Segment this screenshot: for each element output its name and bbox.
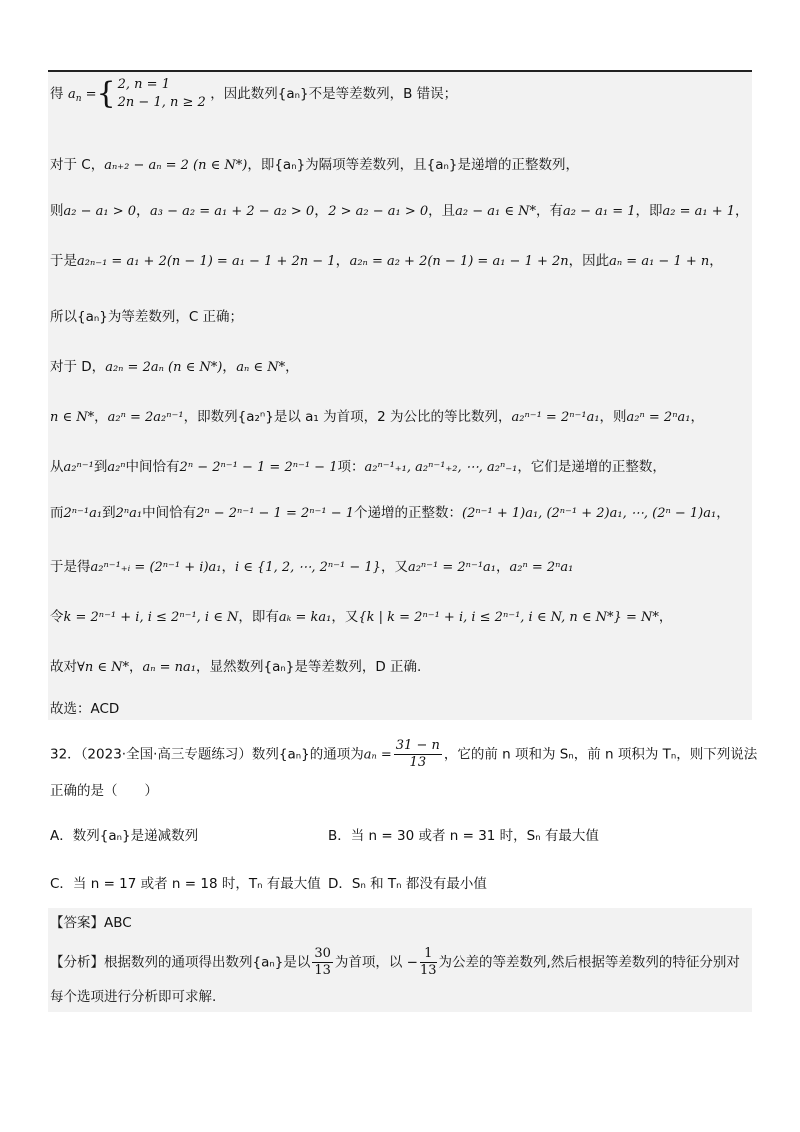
- option-b: B．当 n = 30 或者 n = 31 时，Sₙ 有最大值: [328, 828, 599, 844]
- solution-line-d5: 于是得a₂ⁿ⁻¹₊ᵢ = (2ⁿ⁻¹ + i)a₁，i ∈ {1, 2, ⋯, 2ⁿ⁻¹ − 1}，又a₂ⁿ⁻¹ = 2ⁿ⁻¹a₁，a₂ⁿ = 2ⁿa₁: [50, 559, 574, 575]
- solution-line-d7: 故对∀n ∈ N*，aₙ = na₁，显然数列{aₙ}是等差数列，D 正确.: [50, 659, 422, 675]
- fraction: $\frac{30}{13}$: [314, 946, 331, 978]
- analysis-line-1: 【分析】根据数列的通项得出数列{aₙ}是以 $\frac{30}{13}$ 为首项，以 − $\frac{1}{13}$ 为公差的等差数列,然后根据等差数列的特征分别对: [50, 946, 740, 978]
- question-source: （2023·全国·高三专题练习）: [80, 746, 252, 763]
- solution-line-b: 得 $a_n$ ={ 2, n = 1 2n − 1, n ≥ 2 ，因此数列{aₙ}不是等差数列，B 错误；: [50, 76, 458, 111]
- brace: {: [96, 76, 116, 111]
- solution-line-d1: 对于 D，a₂ₙ = 2aₙ (n ∈ N*)，aₙ ∈ N*，: [50, 359, 299, 375]
- option-c: C．当 n = 17 或者 n = 18 时，Tₙ 有最大值: [50, 876, 321, 892]
- option-a: A．数列{aₙ}是递减数列: [50, 828, 199, 844]
- piecewise: 2, n = 1 2n − 1, n ≥ 2: [117, 77, 206, 110]
- solution-line-c4: 所以{aₙ}为等差数列，C 正确；: [50, 309, 244, 325]
- question-line-2: 正确的是（ ）: [50, 783, 158, 799]
- formula: $a_n$ =: [67, 87, 97, 104]
- fraction: $\frac{31 - n}{13}$: [395, 738, 440, 770]
- solution-line-c2: 则a₂ − a₁ > 0，a₃ − a₂ = a₁ + 2 − a₂ > 0，2 > a₂ − a₁ > 0，且a₂ − a₁ ∈ N*，有a₂ − a₁ = 1，即a₂ = a₁ + 1，: [50, 203, 749, 219]
- answer-line: [50, 912, 132, 934]
- question-line-1: 32．（2023·全国·高三专题练习）数列{aₙ}的通项为aₙ = $\frac{31 - n}{13}$ ，它的前 n 项和为 Sₙ，前 n 项积为 Tₙ，则下列说法: [50, 738, 758, 770]
- analysis-label: 【分析】: [50, 954, 104, 971]
- final-answer: 故选：ACD: [50, 701, 120, 717]
- solution-line-c1: 对于 C，aₙ₊₂ − aₙ = 2 (n ∈ N*)，即{aₙ}为隔项等差数列，且{aₙ}是递增的正整数列，: [50, 157, 579, 173]
- solution-line-c3: 于是a₂ₙ₋₁ = a₁ + 2(n − 1) = a₁ − 1 + 2n − 1，a₂ₙ = a₂ + 2(n − 1) = a₁ − 1 + 2n，因此aₙ = a₁ − 1 + n，: [50, 253, 723, 269]
- question-number: 32．: [50, 746, 81, 763]
- answer-label: 【答案】: [50, 915, 104, 931]
- solution-line-d2: n ∈ N*，a₂ⁿ = 2a₂ⁿ⁻¹，即数列{a₂ⁿ}是以 a₁ 为首项，2 为公比的等比数列，a₂ⁿ⁻¹ = 2ⁿ⁻¹a₁，则a₂ⁿ = 2ⁿa₁，: [50, 409, 704, 425]
- analysis-line-2: 每个选项进行分析即可求解.: [50, 989, 217, 1005]
- option-d: D．Sₙ 和 Tₙ 都没有最小值: [328, 876, 487, 892]
- solution-line-d4: 而2ⁿ⁻¹a₁到2ⁿa₁中间恰有2ⁿ − 2ⁿ⁻¹ − 1 = 2ⁿ⁻¹ − 1个递增的正整数：(2ⁿ⁻¹ + 1)a₁, (2ⁿ⁻¹ + 2)a₁, ⋯, (2ⁿ − 1)a₁，: [50, 505, 730, 521]
- answer-value: ABC: [104, 915, 132, 931]
- fraction: $\frac{1}{13}$: [420, 946, 437, 978]
- solution-line-d6: 令k = 2ⁿ⁻¹ + i, i ≤ 2ⁿ⁻¹, i ∈ N，即有aₖ = ka₁，又{k | k = 2ⁿ⁻¹ + i, i ≤ 2ⁿ⁻¹, i ∈ N, n ∈ N*} = N*，: [50, 609, 673, 625]
- solution-line-d3: 从a₂ⁿ⁻¹到a₂ⁿ中间恰有2ⁿ − 2ⁿ⁻¹ − 1 = 2ⁿ⁻¹ − 1项：a₂ⁿ⁻¹₊₁, a₂ⁿ⁻¹₊₂, ⋯, a₂ⁿ₋₁，它们是递增的正整数，: [50, 459, 666, 475]
